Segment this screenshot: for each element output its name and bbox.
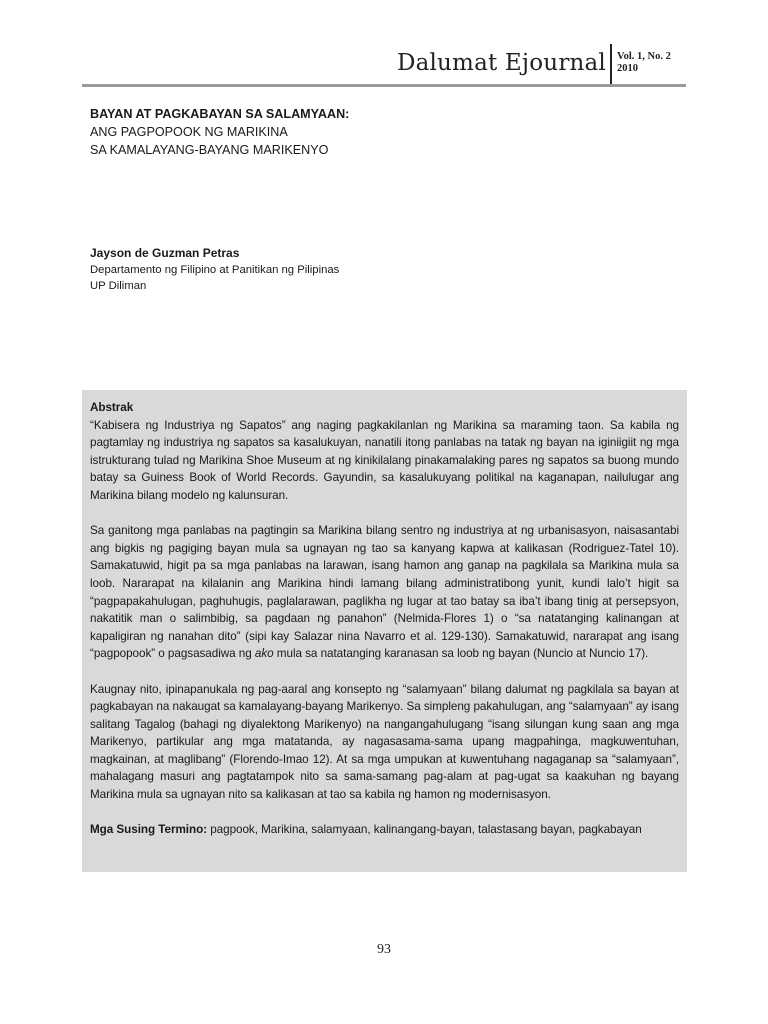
author-name: Jayson de Guzman Petras — [90, 246, 240, 260]
abstract-label: Abstrak — [90, 401, 134, 414]
publication-year: 2010 — [617, 63, 638, 74]
keywords-label: Mga Susing Termino: — [90, 823, 208, 837]
abstract-text-2b: mula sa natatanging karanasan sa loob ng bayan (Nuncio at Nuncio 17). — [273, 647, 649, 661]
abstract-paragraph-3: Kaugnay nito, ipinapanukala ng pag-aaral ang konsepto ng “salamyaan” bilang dalumat ng pagkilala sa bayan at pagkabayan na nakaugat sa kamalayang-bayang Marikenyo. Sa simpleng pakahulugan, ang “salamyaan” ay isang salitang Tagalog (bahagi ng diyalektong Marikenyo) na nangangahulugang “isang silungan kung saan ang mga Marikenyo, partikular ang mga matatanda, ay nagasasama-sama upang magpahinga, magkuwentuhan, magkainan, at maglibang” (Florendo-Imao 12). At sa mga umpukan at kuwentuhang nagaganap sa “salamyaan”, mahalagang masuri ang pagtatampok nito sa sama-samang pag-alam at pag-ugat sa kaakuhan ng bayang Marikina mula sa ugnayan nito sa kalikasan at tao sa kabila ng hamon ng modernisasyon. — [90, 682, 679, 802]
abstract-text-2-italic: ako — [254, 647, 274, 661]
issue-info — [617, 51, 671, 75]
title-line-2: ANG PAGPOPOOK NG MARIKINA — [90, 125, 288, 139]
abstract-text-2a: Sa ganitong mga panlabas na pagtingin sa Marikina bilang sentro ng industriya at ng urbanisasyon, naisasantabi ang bigkis ng pagiging bayan mula sa ugnayan ng tao sa kanyang kapwa at kalikasan (Rodriguez-Tatel 10). Samakatuwid, higit pa sa mga panlabas na larawan, isang hamon ang ganap na pagkilala sa Marikina mula sa loob. Nararapat na kilalanin ang Marikina hindi lamang bilang administratibong yunit, kundi lalo’t higit sa “pagpapakahulugan, paghuhugis, paglalarawan, paglikha ng lugar at tao batay sa iba’t ibang tinig at persepsyon, nakatitik man o salimbibig, sa pagdaan ng panahon” (Nelmida-Flores 1) o “sa natatanging kalinangan at kapaligiran ng nanahan dito” (sipi kay Salazar nina Navarro et al. 129-130). Samakatuwid, nararapat ang isang “pagpopook” o pagsasadiwa ng — [90, 524, 679, 661]
abstract-box — [82, 390, 687, 872]
keywords-text: pagpook, Marikina, salamyaan, kalinangang-bayan, talastasang bayan, pagkabayan — [207, 823, 642, 837]
volume-number: Vol. 1, No. 2 — [617, 51, 671, 62]
author-block — [90, 245, 339, 294]
title-line-3: SA KAMALAYANG-BAYANG MARIKENYO — [90, 143, 329, 157]
journal-header — [82, 44, 686, 87]
article-title — [90, 105, 349, 159]
keywords — [90, 821, 679, 839]
page-number: 93 — [377, 942, 391, 957]
abstract-paragraph-2 — [90, 522, 679, 663]
author-department: Departamento ng Filipino at Panitikan ng Pilipinas — [90, 264, 340, 276]
abstract-text-1: “Kabisera ng Industriya ng Sapatos” ang naging pagkakilanlan ng Marikina sa maraming taon. Sa kabila ng pagtamlay ng industriya ng sapatos sa kasalukuyan, nanatili itong panlabas na tatak ng bayan na iginiigiit ng mga istrukturang tulad ng Marikina Shoe Museum at ng kinikilalang pinakamalaking pares ng sapatos sa buong mundo batay sa Guiness Book of World Records. Gayundin, sa kasalukuyang politikal na kaganapan, nailulugar ang Marikina bilang modelo ng kalunsuran. — [90, 418, 679, 502]
abstract-paragraph-1 — [90, 399, 679, 505]
author-institution: UP Diliman — [90, 280, 147, 292]
title-line-1: BAYAN AT PAGKABAYAN SA SALAMYAAN: — [90, 107, 350, 121]
header-divider — [610, 44, 612, 84]
journal-name: Dalumat Ejournal — [396, 50, 606, 76]
